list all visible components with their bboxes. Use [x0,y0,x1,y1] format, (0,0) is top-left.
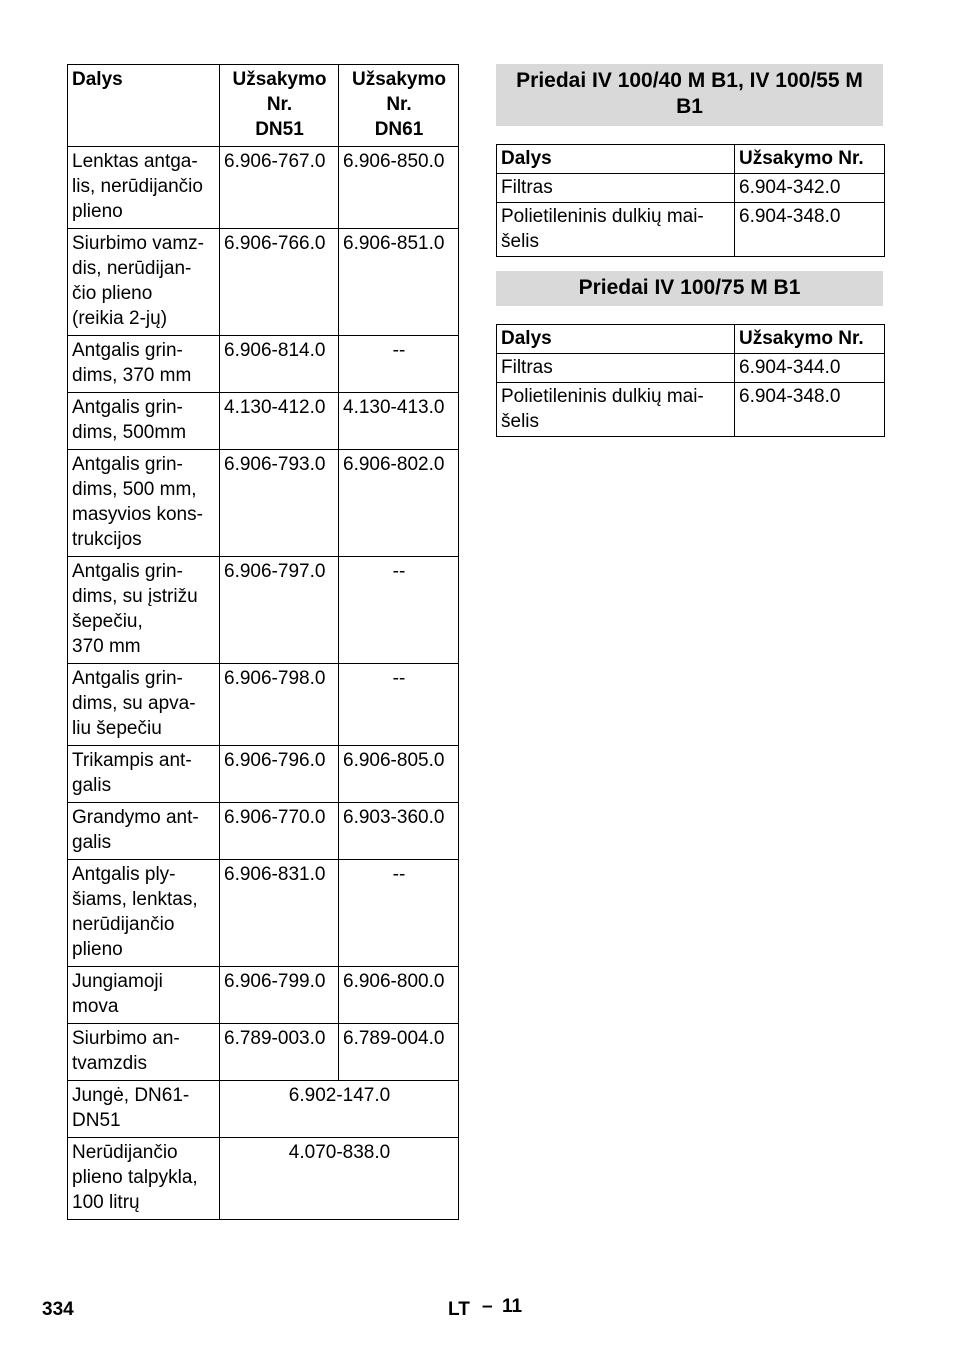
part-name-line: trukcijos [72,529,142,550]
part-name-line: 370 mm [72,636,141,657]
part-name-line: Filtras [501,357,553,378]
part-name-cell [68,860,220,967]
table-row [68,746,459,803]
column-header-parts: Dalys [497,325,735,354]
table-row [68,393,459,450]
order-number-cell: 6.904-348.0 [735,203,885,257]
column-header-parts [68,65,220,147]
order-number-dn51: 6.906-797.0 [220,557,339,664]
part-name-line: Jungė, DN61- [72,1085,190,1106]
part-name-cell [68,229,220,336]
order-number-dn51: 6.906-814.0 [220,336,339,393]
heading-line: Priedai IV 100/75 M B1 [578,276,801,299]
part-name-line: Polietileninis dulkių mai- [501,206,704,227]
order-number-dn51: 6.906-793.0 [220,450,339,557]
part-name-line: 100 litrų [72,1192,140,1213]
column-header-parts: Dalys [497,145,735,174]
part-name-line: Nerūdijančio [72,1142,178,1163]
order-number-dn51: 6.906-798.0 [220,664,339,746]
header-line: DN51 [255,119,304,140]
table-row [68,967,459,1024]
part-name-line: tvamzdis [72,1053,147,1074]
column-header-dn61 [339,65,459,147]
header-text: Dalys [72,69,123,90]
order-number-dn61: 6.789-004.0 [339,1024,459,1081]
part-name-cell [68,147,220,229]
part-name-line: Polietileninis dulkių mai- [501,386,704,407]
order-number-dn61: -- [339,557,459,664]
part-name-cell [497,174,735,203]
order-number-dn61: 6.906-805.0 [339,746,459,803]
part-name-line: Trikampis ant- [72,750,192,771]
order-number-dn51: 6.906-767.0 [220,147,339,229]
header-line: Nr. [266,94,293,115]
part-name-cell [68,1024,220,1081]
order-number-cell: 6.904-342.0 [735,174,885,203]
table-row [68,664,459,746]
part-name-line: mova [72,996,119,1017]
part-name-cell [68,1138,220,1220]
parts-table-header-row [68,65,459,147]
part-name-line: šepečiu, [72,611,143,632]
table-row [68,860,459,967]
header-line: Užsakymo [352,69,446,90]
part-name-line: masyvios kons- [72,504,203,525]
table-row [497,383,885,437]
part-name-cell [68,557,220,664]
part-name-line: (reikia 2-jų) [72,308,168,329]
table-row [497,354,885,383]
order-number-dn51: 6.906-831.0 [220,860,339,967]
heading-line: Priedai IV 100/40 M B1, IV 100/55 M [516,69,863,92]
order-number-dn61: -- [339,860,459,967]
part-name-cell [497,354,735,383]
accessories-heading-2 [496,271,883,306]
parts-table-body [68,147,459,1220]
part-name-line: Jungiamoji [72,971,163,992]
part-name-line: galis [72,832,112,853]
order-number-dn61: 6.906-802.0 [339,450,459,557]
accessories-table-body [497,354,885,437]
part-name-line: Antgalis ply- [72,864,176,885]
part-name-line: dims, 370 mm [72,365,192,386]
column-header-order-number: Užsakymo Nr. [735,145,885,174]
order-number-dn51: 6.906-796.0 [220,746,339,803]
order-number-dn51: 6.906-770.0 [220,803,339,860]
part-name-line: plieno [72,939,123,960]
order-number-dn61: 6.906-800.0 [339,967,459,1024]
order-number-cell: 6.904-344.0 [735,354,885,383]
order-number-dn51: 6.906-799.0 [220,967,339,1024]
order-number-cell: 6.904-348.0 [735,383,885,437]
part-name-cell [68,746,220,803]
accessories-header-row [497,145,885,174]
part-name-line: Grandymo ant- [72,807,199,828]
table-row [68,557,459,664]
order-number-merged: 6.902-147.0 [220,1081,459,1138]
accessories-header-row [497,325,885,354]
table-row [68,1138,459,1220]
order-number-dn61: 6.903-360.0 [339,803,459,860]
part-name-cell [68,450,220,557]
part-name-line: plieno [72,201,123,222]
part-name-line: lis, nerūdijančio [72,176,203,197]
part-name-line: čio plieno [72,283,153,304]
part-name-cell [497,203,735,257]
parts-table [67,64,459,1220]
order-number-dn51: 6.906-766.0 [220,229,339,336]
accessories-table-2 [496,324,885,437]
order-number-dn61: -- [339,664,459,746]
part-name-line: dis, nerūdijan- [72,258,192,279]
part-name-cell [68,393,220,450]
table-row [497,174,885,203]
order-number-dn61: 4.130-413.0 [339,393,459,450]
table-row [497,203,885,257]
header-line: DN61 [374,119,424,140]
accessories-heading-1 [496,64,883,126]
column-header-order-number: Užsakymo Nr. [735,325,885,354]
table-row [68,1081,459,1138]
accessories-table-1 [496,144,885,257]
part-name-line: plieno talpykla, [72,1167,198,1188]
part-name-line: dims, 500mm [72,422,187,443]
part-name-line: liu šepečiu [72,718,162,739]
part-name-line: Antgalis grin- [72,668,183,689]
part-name-cell [68,967,220,1024]
part-name-cell [68,1081,220,1138]
order-number-dn61: 6.906-850.0 [339,147,459,229]
part-name-line: Lenktas antga- [72,151,198,172]
table-row [68,147,459,229]
part-name-line: dims, su apva- [72,693,196,714]
footer-section-page: 11 [502,1296,523,1317]
part-name-line: Antgalis grin- [72,397,183,418]
part-name-line: šiams, lenktas, [72,889,198,910]
part-name-cell [497,383,735,437]
part-name-line: šelis [501,231,540,252]
table-row [68,450,459,557]
part-name-cell [68,803,220,860]
part-name-cell [68,336,220,393]
page-number: 334 [42,1299,74,1320]
part-name-line: Antgalis grin- [72,454,183,475]
order-number-dn51: 6.789-003.0 [220,1024,339,1081]
heading-line: B1 [676,95,703,118]
order-number-dn61: -- [339,336,459,393]
part-name-line: nerūdijančio [72,914,175,935]
table-row [68,336,459,393]
accessories-table-body [497,174,885,257]
part-name-cell [68,664,220,746]
part-name-line: dims, su įstrižu [72,586,198,607]
footer-language: LT [448,1299,470,1320]
part-name-line: Filtras [501,177,553,198]
table-row [68,1024,459,1081]
part-name-line: dims, 500 mm, [72,479,197,500]
order-number-dn61: 6.906-851.0 [339,229,459,336]
part-name-line: Siurbimo vamz- [72,233,204,254]
part-name-line: Siurbimo an- [72,1028,180,1049]
header-line: Užsakymo [232,69,327,90]
order-number-dn51: 4.130-412.0 [220,393,339,450]
part-name-line: galis [72,775,112,796]
table-row [68,803,459,860]
footer-separator: – [482,1296,493,1317]
part-name-line: šelis [501,411,540,432]
header-line: Nr. [386,94,412,115]
part-name-line: Antgalis grin- [72,340,183,361]
part-name-line: Antgalis grin- [72,561,183,582]
table-row [68,229,459,336]
column-header-dn51 [220,65,339,147]
order-number-merged: 4.070-838.0 [220,1138,459,1220]
part-name-line: DN51 [72,1110,121,1131]
